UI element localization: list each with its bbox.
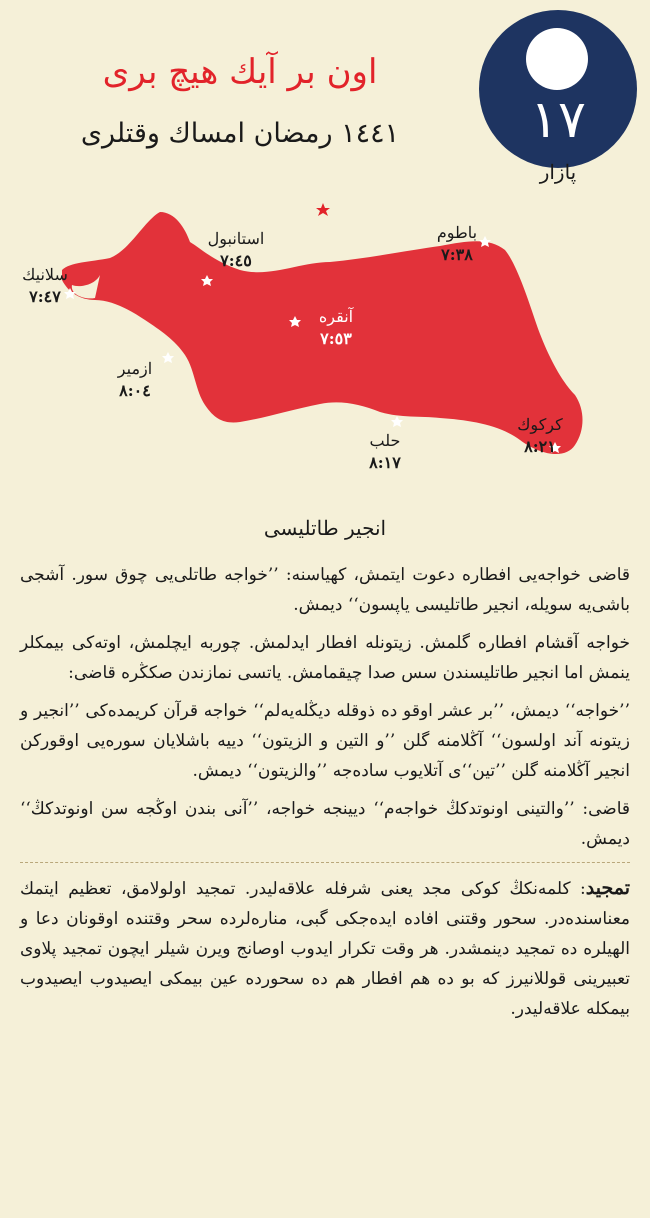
ottoman-map xyxy=(0,190,650,490)
story-paragraph: خواجه آقشام افطاره گلمش. زیتونله افطار ایدلمش. چوربه ایچلمش، اوته‌كی بیمكلر ینمش اما انجیر طاتلیسندن سس صدا چیقمامش. یاتسی نمازندن صكڭره قاضی: xyxy=(20,633,630,683)
story-paragraph: ’’خواجه‘‘ دیمش، ’’بر عشر اوقو ده ذوقله دیڭله‌یه‌لم‘‘ خواجه قرآن كریمده‌كی ’’انجیر و زیتونه آند اولسون‘‘ آڭلامنه گلن ’’و التین و الزیتون‘‘ دییه باشلایان سوره‌یی اوقوركن انجیر آڭلامنه گلن ’’تین‘‘ی آتلایوب ساده‌جه ’’والزیتون‘‘ دیمش. xyxy=(20,701,630,781)
city-name: آنقره xyxy=(318,307,354,326)
crescent-star-icon xyxy=(316,203,330,216)
city-name: استانبول xyxy=(207,229,265,248)
full-moon-icon xyxy=(526,28,588,90)
weekday-label: پازار xyxy=(539,160,577,184)
story-paragraph: قاضی خواجه‌یی افطاره دعوت ایتمش، كهیاسنه: ’’خواجه طاتلی‌یی چوق سور. آشجی باشی‌یه سویله، انجیر طاتلیسی یاپسون‘‘ دیمش. xyxy=(20,565,630,615)
city-label-ankara xyxy=(296,306,376,350)
city-name: باطوم xyxy=(436,223,478,242)
crescent-icon xyxy=(330,195,352,223)
city-time: ٨:٢١ xyxy=(524,437,556,456)
story-body xyxy=(20,560,630,1032)
city-time: ٨:٠٤ xyxy=(119,381,151,400)
story-paragraph: قاضی: ’’والتینی اونوتدكڭ خواجه‌م‘‘ دیینجه خواجه، ’’آنی بندن اوڭجه سن اونوتدكڭ‘‘ دیمش. xyxy=(20,799,630,849)
day-badge xyxy=(479,10,637,168)
city-label-batum xyxy=(422,222,492,266)
city-time: ٨:١٧ xyxy=(369,453,401,472)
city-label-halep xyxy=(350,430,420,474)
city-label-istanbul xyxy=(196,228,276,272)
city-time: ٧:٣٨ xyxy=(441,245,473,264)
page-subtitle: ١٤٤١ رمضان امساك وقتلری xyxy=(80,118,400,149)
glossary-term: تمجید xyxy=(585,877,630,899)
city-name: حلب xyxy=(369,431,401,450)
city-time: ٧:٥٣ xyxy=(320,329,352,348)
city-label-selanik xyxy=(5,264,85,308)
city-star-halep xyxy=(391,416,403,427)
city-name: سلانیك xyxy=(22,265,68,284)
city-label-izmir xyxy=(100,358,170,402)
city-label-kerkuk xyxy=(500,414,580,458)
city-name: ازمیر xyxy=(117,359,153,378)
city-name: كركوك xyxy=(517,415,563,434)
page-title: اون بر آیك هیچ بری xyxy=(102,52,378,92)
city-time: ٧:٤٥ xyxy=(220,251,252,270)
glossary-text: : كلمه‌نكڭ كوكی مجد یعنی شرفله علاقه‌لیدر. تمجید اولولامق، تعظیم ایتمك معناسنده‌در. سحور وقتنی افاده ایده‌جكی گبی، مناره‌لرده سحر وقتنده اوقونان دعا و الهیلره ده تمجید دینمشدر. هر وقت تكرار ایدوب اوصانج ویرن شیلر ایچون تمجید پلاوی تعبیرینی قوللانیرز كه بو ده هم افطار هم ده سحورده عین بیمكی ایصیدوب ایصیدوب بیمكله علاقه‌لیدر. xyxy=(20,879,630,1019)
divider xyxy=(20,862,630,863)
header xyxy=(0,0,650,200)
glossary-note xyxy=(20,873,630,1024)
day-number: ١٧ xyxy=(530,90,586,150)
story-title: انجیر طاتلیسی xyxy=(263,516,387,540)
city-time: ٧:٤٧ xyxy=(29,287,61,306)
